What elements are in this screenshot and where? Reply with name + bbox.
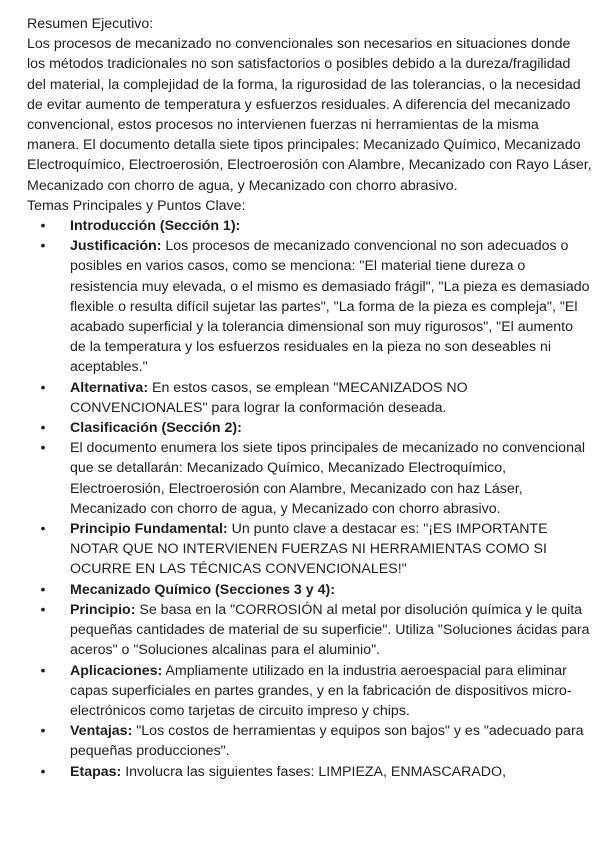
item-label: Mecanizado Químico (Secciones 3 y 4): — [70, 581, 335, 598]
item-text: Los procesos de mecanizado convencional no son adecuados o posibles en varios casos, como se menciona: "El material tiene dureza o resistencia muy elevada, o el mismo es demasiado frágil", "La pieza es demasiado flexible o resulta difícil sujetar las partes", "La forma de la pieza es compleja", "El acabado superficial y la tolerancia dimensional son muy rigurosos", "El aumento de la temperatura y los esfuerzos residuales en la pieza no son deseables ni aceptables." — [70, 238, 590, 376]
list-item-tipos — [27, 438, 592, 519]
item-text: Un punto clave a destacar es: "¡ES IMPORTANTE NOTAR QUE NO INTERVIENEN FUERZAS NI HERRAMIENTAS COMO SI OCURRE EN LAS TÉCNICAS CONVENCIONALES!" — [70, 521, 548, 578]
list-item-principio-fundamental — [27, 519, 592, 580]
item-label: Ventajas: — [70, 723, 133, 740]
bullet-icon: • — [40, 440, 46, 457]
list-item-mecanizado-quimico — [27, 580, 592, 600]
bullet-icon: • — [40, 238, 46, 255]
list-item-principio — [27, 600, 592, 661]
item-text: "Los costos de herramientas y equipos son bajos" y es "adecuado para pequeñas producciones". — [70, 723, 584, 760]
bullet-icon: • — [40, 763, 46, 780]
item-label: Aplicaciones: — [70, 662, 163, 679]
bullet-icon: • — [40, 581, 46, 598]
item-label: Principio Fundamental: — [70, 521, 228, 538]
item-text: Se basa en la "CORROSIÓN al metal por disolución química y le quita pequeñas cantidades de material de su superficie". Utiliza "Soluciones ácidas para aceros" o "Soluciones alcalinas para el aluminio". — [70, 601, 590, 659]
item-label: Introducción (Sección 1): — [70, 218, 241, 235]
list-item-ventajas — [27, 721, 592, 761]
summary-paragraph: Los procesos de mecanizado no convencionales son necesarios en situaciones donde los métodos tradicionales no son satisfactorios o posibles debido a la dureza/fragilidad del material, la complejidad de la forma, la rigurosidad de las tolerancias, o la necesidad de evitar aumento de temperatura y esfuerzos residuales. A diferencia del mecanizado convencional, estos procesos no intervienen fuerzas ni herramientas de la misma manera. El documento detalla siete tipos principales: Mecanizado Químico, Mecanizado Electroquímico, Electroerosión, Electroerosión con Alambre, Mecanizado con Rayo Láser, Mecanizado con chorro de agua, y Mecanizado con chorro abrasivo. — [27, 36, 592, 194]
bullet-icon: • — [40, 723, 46, 740]
list-item-aplicaciones — [27, 661, 592, 722]
list-item-clasificacion — [27, 418, 592, 438]
summary-heading: Resumen Ejecutivo: — [27, 16, 154, 32]
bullet-icon: • — [40, 379, 46, 396]
bullet-icon: • — [40, 601, 46, 618]
item-text: En estos casos, se emplean "MECANIZADOS NO CONVENCIONALES" para lograr la conformación deseada. — [70, 379, 468, 416]
bullet-icon: • — [40, 218, 46, 235]
item-text: Involucra las siguientes fases: LIMPIEZA, ENMASCARADO, — [121, 763, 507, 780]
item-text: El documento enumera los siete tipos principales de mecanizado no convencional que se detallarán: Mecanizado Químico, Mecanizado Electroquímico, Electroerosión, Electroerosión con Alambre, Mecanizado con haz Láser, Mecanizado con chorro de agua, y Mecanizado con chorro abrasivo. — [70, 440, 585, 517]
topics-list — [27, 216, 592, 782]
item-label: Justificación: — [70, 238, 162, 255]
topics-heading: Temas Principales y Puntos Clave: — [27, 197, 246, 214]
bullet-icon: • — [40, 521, 46, 538]
item-label: Alternativa: — [70, 379, 149, 396]
list-item-introduccion — [27, 216, 592, 236]
bullet-icon: • — [40, 662, 46, 679]
item-text: Ampliamente utilizado en la industria aeroespacial para eliminar capas superficiales en partes grandes, y en la fabricación de dispositivos micro-electrónicos como tarjetas de circuito impreso y chips. — [70, 662, 572, 719]
bullet-icon: • — [40, 420, 46, 437]
item-label: Principio: — [70, 601, 136, 618]
list-item-alternativa — [27, 378, 592, 418]
list-item-etapas — [27, 762, 592, 782]
item-label: Clasificación (Sección 2): — [70, 420, 242, 437]
list-item-justificacion — [27, 236, 592, 377]
item-label: Etapas: — [70, 763, 122, 780]
